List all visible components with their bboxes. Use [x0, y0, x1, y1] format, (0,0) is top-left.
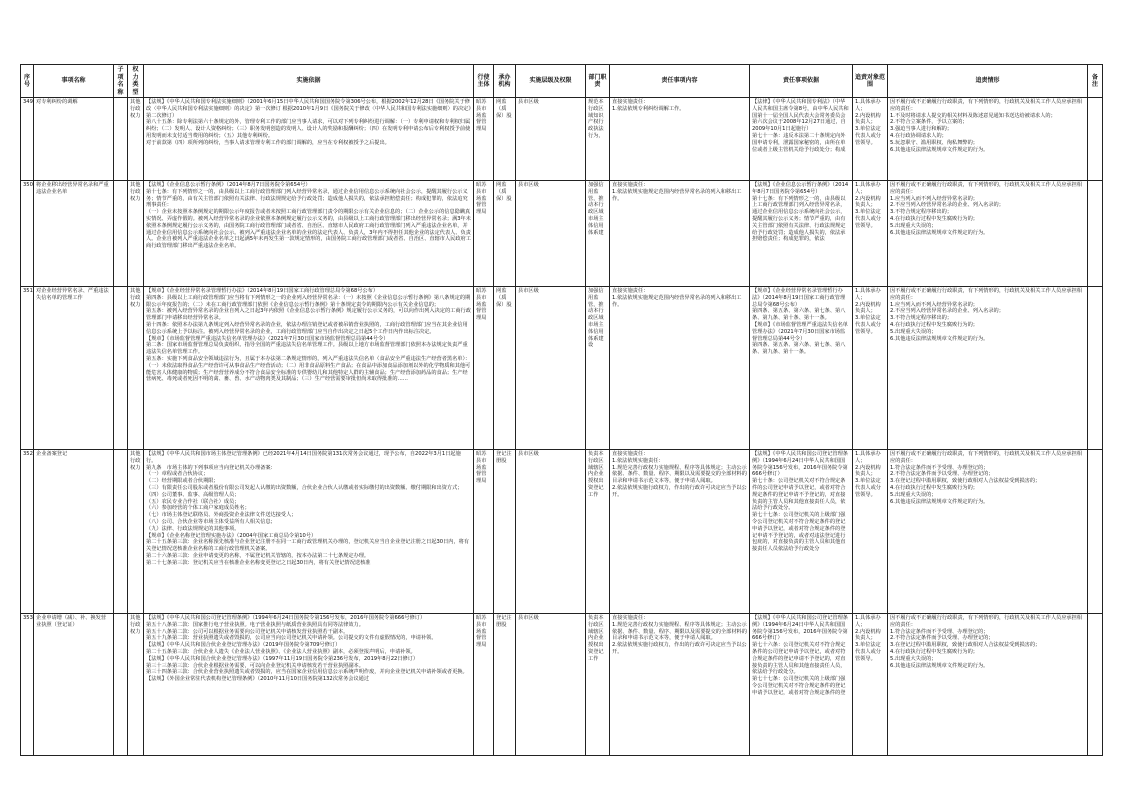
basis-paragraph: 第八十五条：除专利法第六十条规定的外，管理专利工作的部门应当事人请求，可以对下列专利纠纷进行调解：（一）专利申请权和专利权归属纠纷；（二）发明人、设计人资格纠纷；（三）职务发明创造的发明人、设计人的奖励和报酬纠纷；（四）在发明专利申请公布后专利权授予前使用发明而未支付适当费用的纠纷；（五）其他专利纠纷。: [146, 119, 471, 139]
basis-paragraph: 【法规】《中华人民共和国市场主体登记管理条例》已经2021年4月14日国务院第131次常务会议通过，现予公布，自2022年3月1日起施行。: [146, 451, 461, 464]
cell-text: 县市区级: [518, 99, 539, 105]
cell-target: [853, 450, 888, 614]
header-basis: 实施依据: [144, 65, 474, 98]
cell-type: [128, 98, 144, 181]
basis-paragraph: （二）经营期限或者合伙期限；: [146, 478, 219, 485]
cell-ref: [750, 181, 853, 287]
cell-text: 直接实施责任： 1.依法依规实施责任： 1.规范完善行政权力实施规程、程序等具体规定；主动公示依据、条件、数量、程序、期限以及需要提交的全部材料的目录和申请书示范文本等，便于申请人阅取。 2.依法依规实施行政权力，作出的行政许可决定应当予以公开。: [612, 451, 747, 498]
table-row: [21, 98, 1103, 181]
cell-text: 因不履行或不正确履行行政职责，有下列情形的，行政机关及相关工作人员应承担相应的责任： 1.不及时将请求人提交的相关材料及陈述意见通知书送达给被请求人的； 2.不符合立案条件，予以立案的； 3.强迫当事人进行和解的； 4.在行政协调请求人的； 5.玩忽职守、滥用职权、徇私舞弊的； 6.其他违反法律法规规章文件规定的行为。: [890, 99, 1082, 153]
basis-paragraph: 第十四条：依照本办法第九条规定列入经营异常名录的企业，依法办理注销登记或者被吊销营业执照的，工商行政管理部门应当在其企业信用信息公示系统上予以标注。被列入经营异常名录的企业，工商行政管理部门应当自作出决定之日起5个工作日内作出标注决定。: [146, 321, 468, 335]
cell-text: 【规章】《企业经营异常名录管理暂行办法》（2014年8月19日国家工商行政管理总局令第68号公布） 第四条、第五条、第六条、第七条、第八条、第九条、第十条、第十一条。 【规章】《市场监督管理严重违法失信名单管理办法》（2021年7月30日国家市场监督管理总局第44号令） 第四条、第五条、第六条、第七条、第八条、第九条、第十一条。: [752, 288, 848, 356]
header-sub: 子项名称: [114, 65, 128, 98]
header-name: 事项名称: [34, 65, 114, 98]
cell-text: 350: [23, 182, 33, 188]
basis-paragraph: （一）企业未按照本条例规定的期限公示年度报告或者未按照工商行政管理部门责令的期限公示有关企业信息的；（二）企业公示的信息隐瞒真实情况、弄虚作假的。被列入经营异常名录的企业依照本条例规定履行公示义务的，由县级以上工商行政管理部门移出经营异常名录；满3年未依照本条例规定履行公示义务的，由国务院工商行政管理部门或者省、自治区、直辖市人民政府工商行政管理部门列入严重违法企业名单，并通过企业信用信息公示系统向社会公示。被列入严重违法企业名单的企业的法定代表人、负责人，3年内不得担任其他企业的法定代表人、负责人。企业自被列入严重违法企业名单之日起满5年未再发生第一款规定情形的，由国务院工商行政管理部门或者省、自治区、直辖市人民政府工商行政管理部门移出严重违法企业名单。: [146, 209, 471, 250]
table-row: [21, 614, 1103, 756]
cell-sub: [114, 614, 128, 756]
cell-duty: [586, 98, 610, 181]
basis-paragraph: 【法规】《外国企业常驻代表机构登记管理条例》（2010年11月10日国务院第132次常务会议通过: [146, 676, 370, 683]
cell-name: [34, 98, 114, 181]
basis-paragraph: 【法规】《中华人民共和国公司登记管理条例》（1994年6月24日国务院令第156号发布，2016年国务院令第666号修订）: [146, 615, 426, 621]
cell-text: 1.具体承办人； 2.内设机构负责人； 3.单位法定代表人或分管领导。: [855, 288, 881, 335]
header-level: 实施层级及权限: [516, 65, 586, 98]
cell-level: [516, 98, 586, 181]
basis-paragraph: 【规章】《企业经营异常名录管理暂行办法》（2014年8月19日国家工商行政管理总局令第68号公布）: [146, 288, 379, 294]
cell-note: [1088, 287, 1103, 450]
header-ref: 责任事项依据: [750, 65, 853, 98]
header-no: 序号: [21, 65, 34, 98]
cell-text: 其他行政权力: [130, 615, 141, 635]
cell-text: 昭苏县市场监督管理局: [476, 99, 487, 133]
cell-text: 352: [23, 451, 33, 457]
cell-duty: [586, 287, 610, 450]
cell-duty: [586, 181, 610, 287]
cell-target: [853, 98, 888, 181]
basis-paragraph: （八）公司、合伙企业等市场主体受益所有人相关信息；: [146, 518, 276, 525]
cell-level: [516, 181, 586, 287]
cell-type: [128, 614, 144, 756]
cell-text: 1.具体承办人； 2.内设机构负责人； 3.单位法定代表人或分管领导。: [855, 99, 881, 146]
cell-no: [21, 98, 34, 181]
cell-cases: [888, 450, 1088, 614]
cell-ref: [750, 450, 853, 614]
cell-office: [494, 98, 516, 181]
cell-subject: [474, 287, 494, 450]
cell-level: [516, 287, 586, 450]
cell-ref: [750, 287, 853, 450]
cell-cases: [888, 614, 1088, 756]
cell-text: 【法规】《企业信息公示暂行条例》（2014年8月7日国务院令第654号） 第十七条：有下列情形之一的，由县级以上工商行政管理部门列入经营异常名录，通过企业信用信息公示系统向社会公示，提醒其履行公示义务；情节严重的，由有关主管部门依照有关法律、行政法规规定给予行政处罚；造成他人损失的，依法承担赔偿责任；构成犯罪的，依法: [752, 182, 849, 243]
cell-text: 其他行政权力: [130, 99, 141, 119]
cell-text: 对企业经营异常名录、严重违法失信名单的管理工作: [36, 288, 109, 301]
cell-text: 【法律】《中华人民共和国专利法》（中华人民共和国主席令第8号，由中华人民共和国第十一届全国人民代表大会常务委员会第六次会议于2008年12月27日通过，自2009年10月1日起施行） 第七十一条：违反本法第二十条规定向外国申请专利，泄露国家秘密的，由所在单位或者上级主管机关给予行政处分；构成: [752, 99, 849, 153]
cell-subject: [474, 98, 494, 181]
cell-text: 网监（质保）股: [496, 288, 512, 308]
cell-content: [610, 614, 750, 756]
cell-level: [516, 450, 586, 614]
cell-text: 负责本行政区域辖区内企业授权出资登记工作: [588, 451, 604, 498]
header-target: 追责对象范围: [853, 65, 888, 98]
cell-sub: [114, 450, 128, 614]
basis-paragraph: （四）公司董事、监事、高级管理人员；: [146, 491, 240, 498]
cell-text: 1.具体承办人； 2.内设机构负责人； 3.单位法定代表人或分管领导。: [855, 451, 881, 498]
cell-name: [34, 614, 114, 756]
cell-text: 县市区级: [518, 451, 539, 457]
cell-cases: [888, 181, 1088, 287]
basis-paragraph: 第九条 市场主体的下列事项应当向登记机关办理备案：: [146, 464, 276, 471]
header-duty: 部门职责: [586, 65, 610, 98]
cell-basis: [144, 181, 474, 287]
cell-content: [610, 98, 750, 181]
cell-text: 加强信用监管，推动本行政区域市场主体信用体系建: [588, 182, 604, 236]
cell-target: [853, 614, 888, 756]
basis-paragraph: 第五十八条第二款：公司可以根据业务需要向公司登记机关申请核发营业执照若干副本。: [146, 628, 349, 635]
cell-text: 企业备案登记: [36, 451, 68, 457]
cell-ref: [750, 98, 853, 181]
cell-text: 昭苏县市场监督管理局: [476, 615, 487, 649]
cell-text: 昭苏县市场监督管理局: [476, 451, 487, 485]
cell-sub: [114, 181, 128, 287]
cell-content: [610, 287, 750, 450]
basis-paragraph: 【法规】《企业信息公示暂行条例》（2014年8月7日国务院令第654号）: [146, 182, 311, 188]
cell-basis: [144, 614, 474, 756]
basis-paragraph: 第三十四条第三款：合伙企业营业执照遗失或者毁损的，应当在国家企业信用信息公示系统声明作废，并向企业登记机关申请补领或者更换。: [146, 669, 468, 676]
cell-office: [494, 287, 516, 450]
basis-paragraph: 第五条：实施下列食品安全领域违法行为，且属于本办法第二条规定情形的，列入严重违法失信名单（食品安全严重违法生产经营者黑名单）：（一）未依法取得食品生产经营许可从事食品生产经营活动；（二）用非食品原料生产食品；在食品中添加食品添加剂以外的化学物质和其他可能危害人体健康的物质；生产经营营养成分不符合食品安全标准的专供婴幼儿和其他特定人群的主辅食品；生产经营添加药品的食品；生产经营病死、毒死或者死因不明的禽、畜、兽、水产动物肉类及其制品；（三）生产经营需要审批但尚未取得批准的……: [146, 355, 471, 383]
cell-subject: [474, 450, 494, 614]
cell-text: 【法规】《中华人民共和国公司登记管理条例》（1994年6月24日中华人民共和国国务院令第156号发布，2016年国务院令第666号修订） 第七十条：公司登记机关对不符合规定条件的公司登记申请予以登记，或者对符合规定条件的登记申请不予登记的，对直接负责的主管人员和其他直接责任人员，依法给予行政处分。 第七十七条：公司登记机关的上级部门强令公司登记机关对不符合规定条件的登记申请予以登记，或者对符合规定条件的登记申请不予登记的，或者对违法登记进行包庇的，对直接负责的主管人员和其他直接责任人员依法给予行政处分: [752, 451, 848, 553]
basis-paragraph: 第二十五条第三款：合伙企业人遗失《企业法人营业执照》、《企业法人营业执照》副本，必须登报声明后，申请补领。: [146, 648, 416, 655]
cell-text: 351: [23, 288, 33, 294]
basis-paragraph: （三）有限责任公司股东或者股份有限公司发起人认缴的出资数额，合伙企业合伙人认缴或者实际缴付的出资数额、缴付期限和出资方式；: [146, 484, 463, 491]
cell-note: [1088, 98, 1103, 181]
cell-duty: [586, 450, 610, 614]
cell-text: 负责本行政区域辖区内企业授权出资登记工作: [588, 615, 604, 662]
header-subject: 行使主体: [474, 65, 494, 98]
basis-paragraph: 第三十三条第三款：合伙企业根据业务需要，可以向企业登记机关申请核发若干营业执照副本。: [146, 662, 364, 669]
basis-paragraph: （五）农民专业合作社（联合社）成员；: [146, 498, 240, 505]
header-row: [21, 65, 1103, 98]
cell-no: [21, 450, 34, 614]
cell-text: 直接实施责任： 1.依法依规专利纠纷调解工作。: [612, 99, 685, 112]
cell-sub: [114, 287, 128, 450]
cell-level: [516, 614, 586, 756]
basis-paragraph: 第五十八条第二款：国家推行电子营业执照。电子营业执照与纸质营业执照具有同等法律效力。: [146, 621, 364, 628]
table-row: [21, 450, 1103, 614]
cell-content: [610, 450, 750, 614]
cell-text: 其他行政权力: [130, 288, 141, 308]
basis-paragraph: 【法规】《中华人民共和国合伙企业登记管理办法》（2019年国务院令第709号修订）: [146, 642, 341, 649]
cell-no: [21, 614, 34, 756]
cell-no: [21, 181, 34, 287]
power-list-table: [20, 64, 1103, 756]
cell-text: 对专利纠纷的调解: [36, 99, 78, 105]
cell-text: 【法规】《中华人民共和国公司登记管理条例》（1994年6月24日中华人民共和国国务院令第156号发布，2016年国务院令第666号修订） 第七十六条：公司登记机关对不符合规定条件的公司登记申请予以登记，或者对符合规定条件的登记申请不予登记的，对直接负责的主管人员和其他直接责任人员，依法给予行政处分。 第七十七条：公司登记机关的上级部门强令公司登记机关对不符合规定条件的登记申请予以登记，或者对符合规定条件的登: [752, 615, 848, 696]
cell-text: 县市区级: [518, 182, 539, 188]
cell-cases: [888, 287, 1088, 450]
cell-office: [494, 450, 516, 614]
cell-text: 349: [23, 99, 33, 105]
cell-text: 直接实施责任： 1.依法依规实施规定范围内经营异常名录的列入和移出工作。: [612, 288, 742, 308]
cell-text: 其他行政权力: [130, 182, 141, 202]
basis-paragraph: 【规章】《企业名称登记管理实施办法》（2004年国家工商总局令第10号）: [146, 532, 317, 539]
cell-sub: [114, 98, 128, 181]
cell-text: 将企业移出经营异常名录和严重违法企业名单: [36, 182, 109, 195]
cell-office: [494, 181, 516, 287]
cell-text: 直接实施责任： 1.规范完善行政权力实施规程、程序等具体规定；主动公示依据、条件、数量、程序、期限以及需要提交的全部材料的目录和申请书示范文本等，便于申请人阅取。 2.依法依规实施行政权力，作出的行政许可决定应当予以公开。: [612, 615, 747, 655]
basis-paragraph: （七）市场主体登记联络员、外商投资企业法律文件送达接受人；: [146, 512, 297, 519]
cell-no: [21, 287, 34, 450]
cell-type: [128, 181, 144, 287]
cell-text: 因不履行或不正确履行行政职责，有下列情形的，行政机关及相关工作人员应承担相应的责任： 1.符合法定条件而不予受理、办理登记的； 2.不符合法定条件而予以受理、办理登记的； 3.在登记过程中滥用职权，致使行政相对人合法权益受到损害的； 4.在行政执行过程中发生腐败行为的； 5.出现重大失误的； 6.其他违反法律法规规章文件规定的行为。: [890, 451, 1082, 505]
basis-paragraph: （一）章程或者合伙协议；: [146, 471, 209, 478]
cell-name: [34, 287, 114, 450]
cell-ref: [750, 614, 853, 756]
basis-paragraph: 第二十六条第三款：企业申请变更的名称，不属登记机关管辖的，按本办法第二十七条规定办理。: [146, 552, 370, 559]
cell-text: 登记注册股: [496, 615, 512, 628]
basis-paragraph: （六）参加经营的个体工商户家庭成员姓名；: [146, 505, 250, 512]
cell-name: [34, 450, 114, 614]
basis-paragraph: 第十七条：有下列情形之一的，由县级以上工商行政管理部门列入经营异常名录，通过企业信用信息公示系统向社会公示，提醒其履行公示义务；情节严重的，由有关主管部门依照有关法律、行政法规规定给予行政处罚；造成他人损失的，依法承担赔偿责任；构成犯罪的，依法追究刑事责任：: [146, 188, 468, 209]
cell-text: 1.具体承办人； 2.内设机构负责人； 3.单位法定代表人或分管领导。: [855, 182, 881, 229]
cell-basis: [144, 450, 474, 614]
cell-subject: [474, 181, 494, 287]
basis-paragraph: 第五十九条第二款：营业执照遗失或者毁损的，公司应当向公司登记机关申请补领。公司提交的文件有虚假情况的，申请补领。: [146, 635, 437, 642]
basis-paragraph: 对于前款第（四）项所列的纠纷，当事人请求管理专利工作的部门调解的，应当在专利权被授予之后提出。: [146, 139, 390, 146]
cell-text: 加强信用监管，推动本行政区域市场主体信用体系建设: [588, 288, 604, 349]
basis-paragraph: 第五条：被列入经营异常名录的企业自列入之日起3年内依照《企业信息公示暂行条例》规定履行公示义务的，可以向作出列入决定的工商行政管理部门申请移出经营异常名录。: [146, 308, 471, 322]
cell-text: 昭苏县市场监督管理局: [476, 182, 487, 216]
cell-note: [1088, 181, 1103, 287]
cell-text: 县市区级: [518, 615, 539, 621]
cell-office: [494, 614, 516, 756]
cell-text: 企业申请增（减）、补、换发营业执照（登记证）: [36, 615, 107, 628]
cell-text: 网监（质保）股: [496, 99, 512, 119]
cell-text: 网监（质保）股: [496, 182, 512, 202]
cell-text: 其他行政权力: [130, 451, 141, 471]
basis-paragraph: 【法规】《中华人民共和国专利法实施细则》（2001年6月15日中华人民共和国国务院令第306号公布，根据2002年12月28日《国务院关于修改〈中华人民共和国专利法实施细则〉的决定》第一次修订 根据2010年1月9日《国务院关于修改〈中华人民共和国专利法实施细则〉的决定》第二次修订）: [146, 99, 471, 119]
cell-text: 规范本行政区域知识产权行政执法行为，: [588, 99, 604, 139]
cell-subject: [474, 614, 494, 756]
cell-text: 353: [23, 615, 33, 621]
header-cases: 追责情形: [888, 65, 1088, 98]
cell-target: [853, 181, 888, 287]
cell-target: [853, 287, 888, 450]
cell-text: 县市区级: [518, 288, 539, 294]
cell-type: [128, 450, 144, 614]
header-office: 承办机构: [494, 65, 516, 98]
basis-paragraph: 第二十七条第三款：登记机关应当在核准企业名称变更登记之日起30日内，将有关登记情况送核准: [146, 559, 371, 566]
cell-text: 因不履行或不正确履行行政职责，有下列情形的，行政机关及相关工作人员应承担相应的责任： 1.符合法定条件而不予受理、办理登记的； 2.不符合法定条件而予以受理、办理登记的； 3.在登记过程中滥用职权，致使行政相对人合法权益受到损害的； 4.在行政执行过程中发生腐败行为的； 5.出现重大失误的； 6.其他违反法律法规规章文件规定的行为。: [890, 615, 1082, 669]
cell-content: [610, 181, 750, 287]
table-row: [21, 287, 1103, 450]
cell-cases: [888, 98, 1088, 181]
cell-text: 因不履行或不正确履行行政职责，有下列情形的，行政机关及相关工作人员应承担相应的责任： 1.应当列入而不列入经营异常名录的； 2.不应当列入经营异常名录的企业、列入名录的； 3.不符合规定程序移出的； 4.在行政执行过程中发生腐败行为的； 5.出现重大失误的； 6.其他违反法律法规规章文件规定的行为。: [890, 288, 1082, 342]
cell-basis: [144, 287, 474, 450]
cell-type: [128, 287, 144, 450]
basis-paragraph: 第二十五条第三款：企业名称预先核准与企业登记注册不在同一工商行政管理机关办理的，登记机关应当自企业登记注册之日起30日内，将有关登记情况送核准企业名称的工商行政管理机关备案。: [146, 539, 470, 553]
cell-name: [34, 181, 114, 287]
cell-text: 昭苏县市场监督管理局: [476, 288, 487, 322]
basis-paragraph: 第四条：县级以上工商行政管理部门应当将有下列情形之一的企业列入经营异常名录：（一）未按照《企业信息公示暂行条例》第八条规定的期限公示年度报告的；（二）未在工商行政管理部门依照《企业信息公示暂行条例》第十条规定责令的期限内公示有关企业信息的；: [146, 294, 471, 308]
header-note: 备注: [1088, 65, 1103, 98]
cell-basis: [144, 98, 474, 181]
basis-paragraph: 第二条：国家市场监督管理总局负责组织、指导全国的严重违法失信名单管理工作。县级以上地方市场监督管理部门依照本办法规定负责严重违法失信名单管理工作。: [146, 342, 468, 356]
header-content: 责任事项内容: [610, 65, 750, 98]
cell-note: [1088, 450, 1103, 614]
cell-duty: [586, 614, 610, 756]
basis-paragraph: （九）法律、行政法规规定的其他事项。: [146, 525, 240, 532]
cell-text: 直接实施责任： 1.依法依规实施规定范围内经营异常名录的列入和移出工作。: [612, 182, 742, 202]
table-row: [21, 181, 1103, 287]
basis-paragraph: 【法规】《中华人民共和国合伙企业登记管理办法》（1997年11月19日国务院令第236号发布，2019年8月22日修订）: [146, 655, 419, 662]
basis-paragraph: 【规章】《市场监督管理严重违法失信名单管理办法》（2021年7月30日国家市场监督管理总局第44号令）: [146, 335, 389, 342]
cell-text: 登记注册股: [496, 451, 512, 464]
header-type: 权力类型: [128, 65, 144, 98]
cell-note: [1088, 614, 1103, 756]
cell-text: 因不履行或不正确履行行政职责，有下列情形的，行政机关及相关工作人员应承担相应的责任： 1.应当列入而不列入经营异常名录的； 2.不应当列入经营异常名录的企业、列入名录的； 3.不符合规定程序移出的； 4.在行政执行过程中发生腐败行为的； 5.出现重大失误的； 6.其他违反法律法规规章文件规定的行为。: [890, 182, 1082, 236]
cell-text: 1.具体承办人； 2.内设机构负责人； 3.单位法定代表人或分管领导。: [855, 615, 881, 662]
